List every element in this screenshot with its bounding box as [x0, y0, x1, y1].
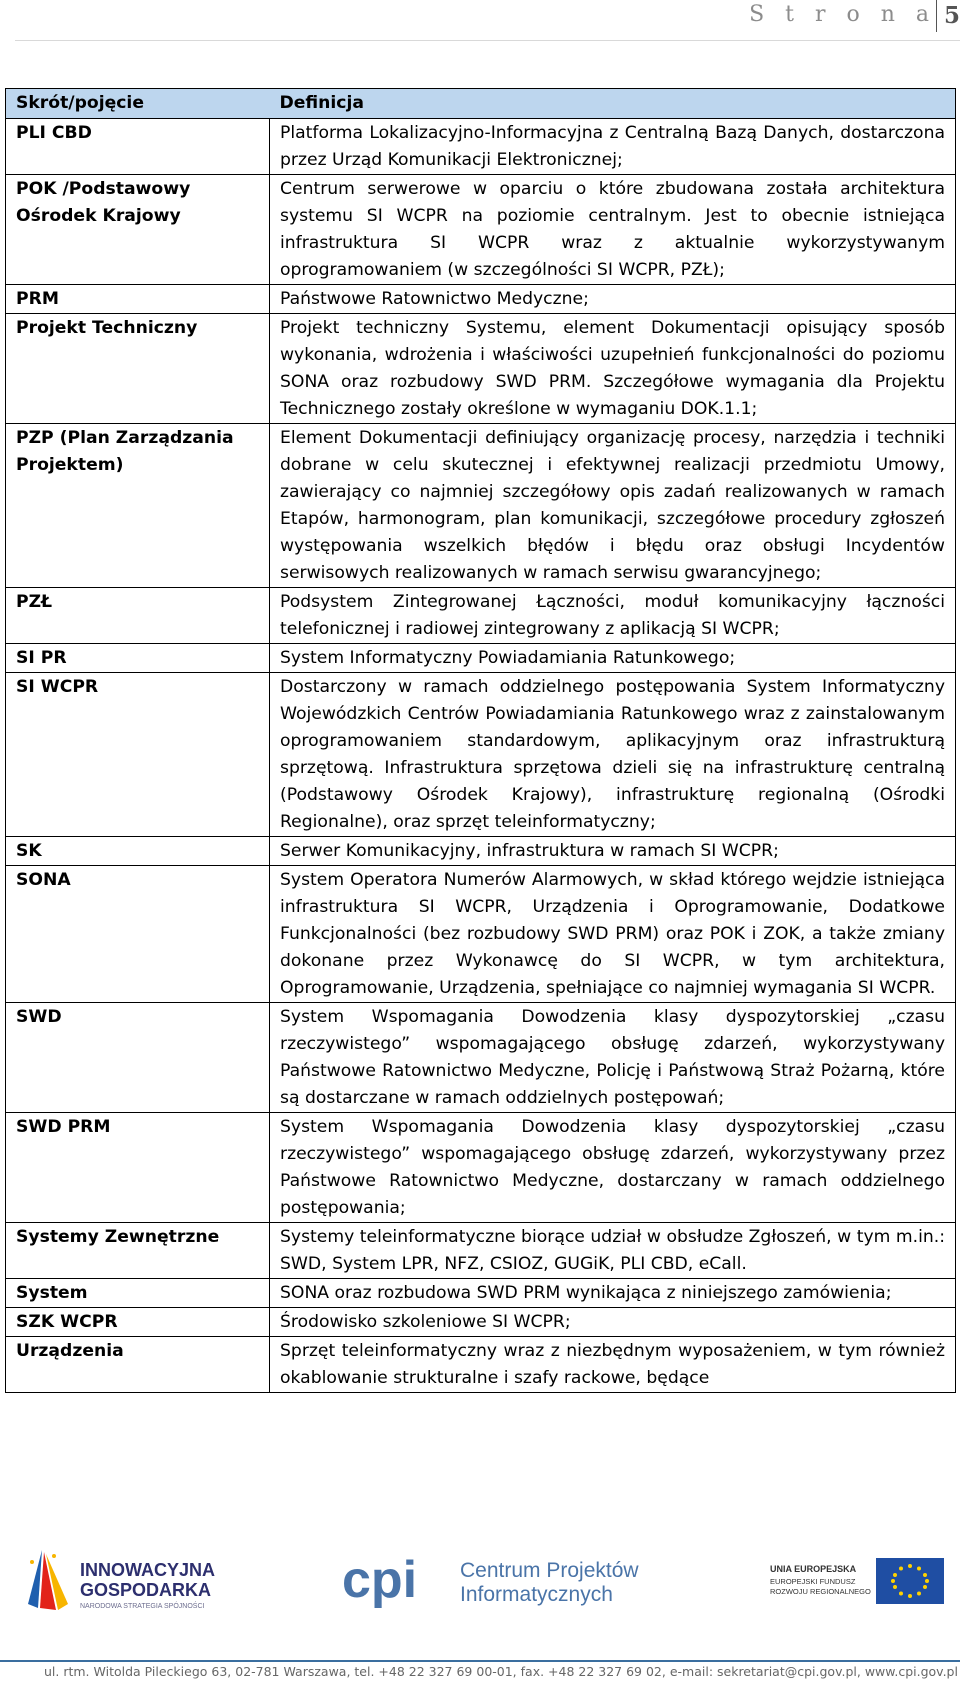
definitions-table — [5, 88, 956, 1393]
term-cell: Projekt Techniczny — [6, 314, 270, 424]
table-row — [6, 1337, 956, 1393]
eu-logo — [770, 1556, 946, 1608]
definition-cell: Środowisko szkoleniowe SI WCPR; — [270, 1308, 956, 1337]
term-cell: PRM — [6, 285, 270, 314]
definition-cell: System Informatyczny Powiadamiania Ratunkowego; — [270, 644, 956, 673]
table-row — [6, 866, 956, 1003]
term-cell: PZP (Plan Zarządzania Projektem) — [6, 424, 270, 588]
table-row — [6, 673, 956, 837]
definition-cell: Podsystem Zintegrowanej Łączności, moduł komunikacyjny łączności telefonicznej i radiowej zintegrowany z aplikacją SI WCPR; — [270, 588, 956, 644]
header-term: Skrót/pojęcie — [6, 89, 270, 119]
term-cell: SZK WCPR — [6, 1308, 270, 1337]
definition-cell: Serwer Komunikacyjny, infrastruktura w ramach SI WCPR; — [270, 837, 956, 866]
table-row — [6, 588, 956, 644]
term-cell: SONA — [6, 866, 270, 1003]
definition-cell: System Wspomagania Dowodzenia klasy dyspozytorskiej „czasu rzeczywistego” wspomagającego obsługę zdarzeń, wykorzystywany Państwowe Ratownictwo Medyczne, Policję i Państwową Straż Pożarną, które są dostarczane w ramach oddzielnych postępowań; — [270, 1003, 956, 1113]
footer-logos — [0, 1535, 960, 1635]
cpi-logo — [342, 1553, 672, 1608]
table-row — [6, 285, 956, 314]
header-definition: Definicja — [270, 89, 956, 119]
table-row — [6, 1308, 956, 1337]
term-cell: SWD — [6, 1003, 270, 1113]
table-row — [6, 837, 956, 866]
table-row — [6, 1223, 956, 1279]
table-row — [6, 644, 956, 673]
definition-cell: Centrum serwerowe w oparciu o które zbudowana została architektura systemu SI WCPR na poziomie centralnym. Jest to obecnie istniejąca infrastruktura SI WCPR wraz z aktualnie wykorzystywanym oprogramowaniem (w szczególności SI WCPR, PZŁ); — [270, 175, 956, 285]
table-row — [6, 1113, 956, 1223]
table-row — [6, 314, 956, 424]
table-row — [6, 424, 956, 588]
logo-left-line2: GOSPODARKA — [80, 1580, 212, 1600]
page-header — [15, 0, 960, 41]
definition-cell: Projekt techniczny Systemu, element Dokumentacji opisujący sposób wykonania, wdrożenia i właściwości uzupełnień funkcjonalności do poziomu SONA oraz rozbudowy SWD PRM. Szczegółowe wymagania dla Projektu Technicznego zostały określone w wymaganiu DOK.1.1; — [270, 314, 956, 424]
definition-cell: SONA oraz rozbudowa SWD PRM wynikająca z niniejszego zamówienia; — [270, 1279, 956, 1308]
term-cell: System — [6, 1279, 270, 1308]
cpi-mark: cpi — [342, 1553, 418, 1608]
definition-cell: Element Dokumentacji definiujący organizację procesy, narzędzia i techniki dobrane w celu skutecznej i efektywnej realizacji przedmiotu Umowy, zawierający co najmniej szczegółowy opis zadań realizowanych w ramach Etapów, harmonogram, plan komunikacji, szczegółowe procedury zgłoszeń występowania wszelkich błędów i błędu oraz obsługi Incydentów serwisowych realizowanych w ramach serwisu gwarancyjnego; — [270, 424, 956, 588]
logo-right-line2: EUROPEJSKI FUNDUSZ — [770, 1577, 856, 1586]
term-cell: Urządzenia — [6, 1337, 270, 1393]
definition-cell: System Operatora Numerów Alarmowych, w skład którego wejdzie istniejąca infrastruktura SI WCPR, Urządzenia i Oprogramowanie, Dodatkowe Funkcjonalności (bez rozbudowy SWD PRM) oraz POK i ZOK, a także zmiany dokonane przez Wykonawcę do SI WCPR, w tym architektura, Oprogramowanie, Urządzenia, spełniające co najmniej wymagania SI WCPR. — [270, 866, 956, 1003]
term-cell: SWD PRM — [6, 1113, 270, 1223]
page-number: 5 — [936, 0, 960, 32]
logo-right-line1: UNIA EUROPEJSKA — [770, 1564, 857, 1574]
term-cell: POK /Podstawowy Ośrodek Krajowy — [6, 175, 270, 285]
logo-center-line1: Centrum Projektów — [460, 1559, 639, 1582]
term-cell: Systemy Zewnętrzne — [6, 1223, 270, 1279]
definition-cell: Dostarczony w ramach oddzielnego postępowania System Informatyczny Wojewódzkich Centrów Powiadamiania Ratunkowego wraz z zainstalowanym oprogramowaniem standardowym, aplikacyjnym oraz infrastrukturą sprzętową. Infrastruktura sprzętowa dzieli się na infrastrukturę centralną (Podstawowy Ośrodek Krajowy), infrastrukturę regionalną (Ośrodki Regionalne), oraz sprzęt teleinformatyczny; — [270, 673, 956, 837]
definition-cell: Platforma Lokalizacyjno-Informacyjna z Centralną Bazą Danych, dostarczona przez Urząd Komunikacji Elektronicznej; — [270, 119, 956, 175]
definition-cell: Systemy teleinformatyczne biorące udział w obsłudze Zgłoszeń, w tym m.in.: SWD, System LPR, NFZ, CSIOZ, GUGiK, PLI CBD, eCall. — [270, 1223, 956, 1279]
term-cell: SK — [6, 837, 270, 866]
term-cell: SI PR — [6, 644, 270, 673]
innowacyjna-gospodarka-logo — [24, 1546, 254, 1616]
term-cell: PZŁ — [6, 588, 270, 644]
table-header-row — [6, 89, 956, 119]
term-cell: PLI CBD — [6, 119, 270, 175]
logo-left-line1: INNOWACYJNA — [80, 1560, 216, 1580]
logo-right-line3: ROZWOJU REGIONALNEGO — [770, 1587, 871, 1596]
table-row — [6, 175, 956, 285]
term-cell: SI WCPR — [6, 673, 270, 837]
table-row — [6, 119, 956, 175]
logo-center-line2: Informatycznych — [460, 1583, 613, 1606]
definition-cell: Państwowe Ratownictwo Medyczne; — [270, 285, 956, 314]
table-row — [6, 1279, 956, 1308]
footer-divider — [0, 1660, 960, 1662]
page-label: S t r o n a — [749, 2, 936, 27]
definition-cell: System Wspomagania Dowodzenia klasy dyspozytorskiej „czasu rzeczywistego” wspomagającego obsługę zdarzeń, wykorzystywany przez Państwowe Ratownictwo Medyczne, dostarczany w ramach oddzielnego postępowania; — [270, 1113, 956, 1223]
table-row — [6, 1003, 956, 1113]
footer-address: ul. rtm. Witolda Pileckiego 63, 02-781 Warszawa, tel. +48 22 327 69 00-01, fax. +48 22 327 69 02, e-mail: sekretariat@cpi.gov.pl, www.cpi.gov.pl — [44, 1664, 958, 1679]
definition-cell: Sprzęt teleinformatyczny wraz z niezbędnym wyposażeniem, w tym również okablowanie strukturalne i szafy rackowe, będące — [270, 1337, 956, 1393]
logo-left-line3: NARODOWA STRATEGIA SPÓJNOŚCI — [80, 1603, 205, 1610]
